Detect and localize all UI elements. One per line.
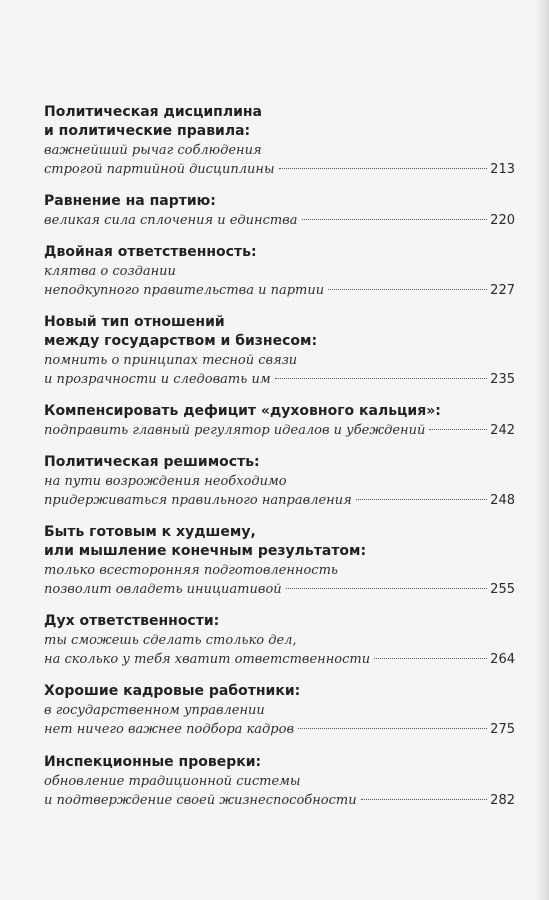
toc-entry[interactable]: [44, 753, 515, 810]
toc-entry-subtitle: великая сила сплочения и единства: [44, 213, 298, 228]
toc-entry-subtitle: неподкупного правительства и партии: [44, 283, 325, 298]
toc-entry[interactable]: [44, 313, 515, 389]
toc-entry-title: Быть готовым к худшему,: [44, 524, 256, 540]
toc-entry-subtitle: и подтверждение своей жизнеспособности: [44, 793, 357, 808]
page-number[interactable]: 248: [490, 493, 515, 508]
toc-entry-title: Равнение на партию:: [44, 193, 216, 209]
page-number[interactable]: 264: [490, 652, 515, 667]
dot-leader: [356, 499, 487, 500]
page-number[interactable]: 242: [490, 423, 515, 438]
dot-leader: [275, 378, 488, 379]
toc-entry-last-line: [44, 491, 515, 510]
toc-entry-subtitle: в государственном управлении: [44, 703, 265, 718]
toc-entry-last-line: [44, 720, 515, 739]
page-number[interactable]: 235: [490, 372, 515, 387]
toc-entry-last-line: [44, 211, 515, 230]
toc-entry-last-line: [44, 650, 515, 669]
table-of-contents: [44, 103, 515, 823]
toc-entry-title: Новый тип отношений: [44, 314, 225, 330]
toc-entry-subtitle: подправить главный регулятор идеалов и убеждений: [44, 423, 426, 438]
toc-entry[interactable]: [44, 682, 515, 739]
toc-entry[interactable]: [44, 192, 515, 230]
toc-entry-subtitle: помнить о принципах тесной связи: [44, 353, 298, 368]
toc-entry-last-line: [44, 580, 515, 599]
toc-entry-title: или мышление конечным результатом:: [44, 543, 367, 559]
toc-entry-title: Хорошие кадровые работники:: [44, 683, 301, 699]
dot-leader: [279, 168, 488, 169]
toc-entry[interactable]: [44, 402, 515, 440]
page-number[interactable]: 220: [490, 213, 515, 228]
toc-entry-title: Политическая решимость:: [44, 454, 260, 470]
dot-leader: [328, 289, 487, 290]
toc-entry-title: Двойная ответственность:: [44, 244, 257, 260]
page-number[interactable]: 227: [490, 283, 515, 298]
page-number[interactable]: 255: [490, 582, 515, 597]
toc-entry-subtitle: обновление традиционной системы: [44, 774, 301, 789]
toc-entry[interactable]: [44, 243, 515, 300]
toc-entry-last-line: [44, 281, 515, 300]
toc-entry-subtitle: важнейший рычаг соблюдения: [44, 143, 262, 158]
toc-entry-subtitle: на сколько у тебя хватит ответственности: [44, 652, 371, 667]
toc-entry-last-line: [44, 160, 515, 179]
page-edge-shadow: [535, 0, 549, 900]
toc-entry[interactable]: [44, 453, 515, 510]
toc-entry-subtitle: нет ничего важнее подбора кадров: [44, 722, 295, 737]
toc-entry-last-line: [44, 370, 515, 389]
toc-entry-title: Дух ответственности:: [44, 613, 220, 629]
toc-entry-subtitle: строгой партийной дисциплины: [44, 162, 275, 177]
dot-leader: [429, 429, 487, 430]
toc-entry-last-line: [44, 791, 515, 810]
toc-entry-title: Инспекционные проверки:: [44, 754, 262, 770]
toc-entry-subtitle: клятва о создании: [44, 264, 176, 279]
toc-entry-subtitle: ты сможешь сделать столько дел,: [44, 633, 297, 648]
dot-leader: [374, 658, 487, 659]
toc-entry-subtitle: только всесторонняя подготовленность: [44, 563, 338, 578]
toc-entry-title: Компенсировать дефицит «духовного кальция»:: [44, 403, 441, 419]
toc-entry-title: между государством и бизнесом:: [44, 333, 318, 349]
dot-leader: [361, 799, 488, 800]
dot-leader: [286, 588, 488, 589]
page-number[interactable]: 275: [490, 722, 515, 737]
toc-entry-title: и политические правила:: [44, 123, 251, 139]
toc-entry[interactable]: [44, 523, 515, 599]
dot-leader: [302, 219, 488, 220]
toc-entry-title: Политическая дисциплина: [44, 104, 262, 120]
toc-entry[interactable]: [44, 103, 515, 179]
page-number[interactable]: 213: [490, 162, 515, 177]
toc-entry[interactable]: [44, 612, 515, 669]
page-number[interactable]: 282: [490, 793, 515, 808]
toc-entry-subtitle: придерживаться правильного направления: [44, 493, 352, 508]
toc-entry-subtitle: и прозрачности и следовать им: [44, 372, 271, 387]
dot-leader: [298, 728, 487, 729]
toc-entry-subtitle: на пути возрождения необходимо: [44, 474, 287, 489]
toc-entry-last-line: [44, 421, 515, 440]
toc-entry-subtitle: позволит овладеть инициативой: [44, 582, 282, 597]
